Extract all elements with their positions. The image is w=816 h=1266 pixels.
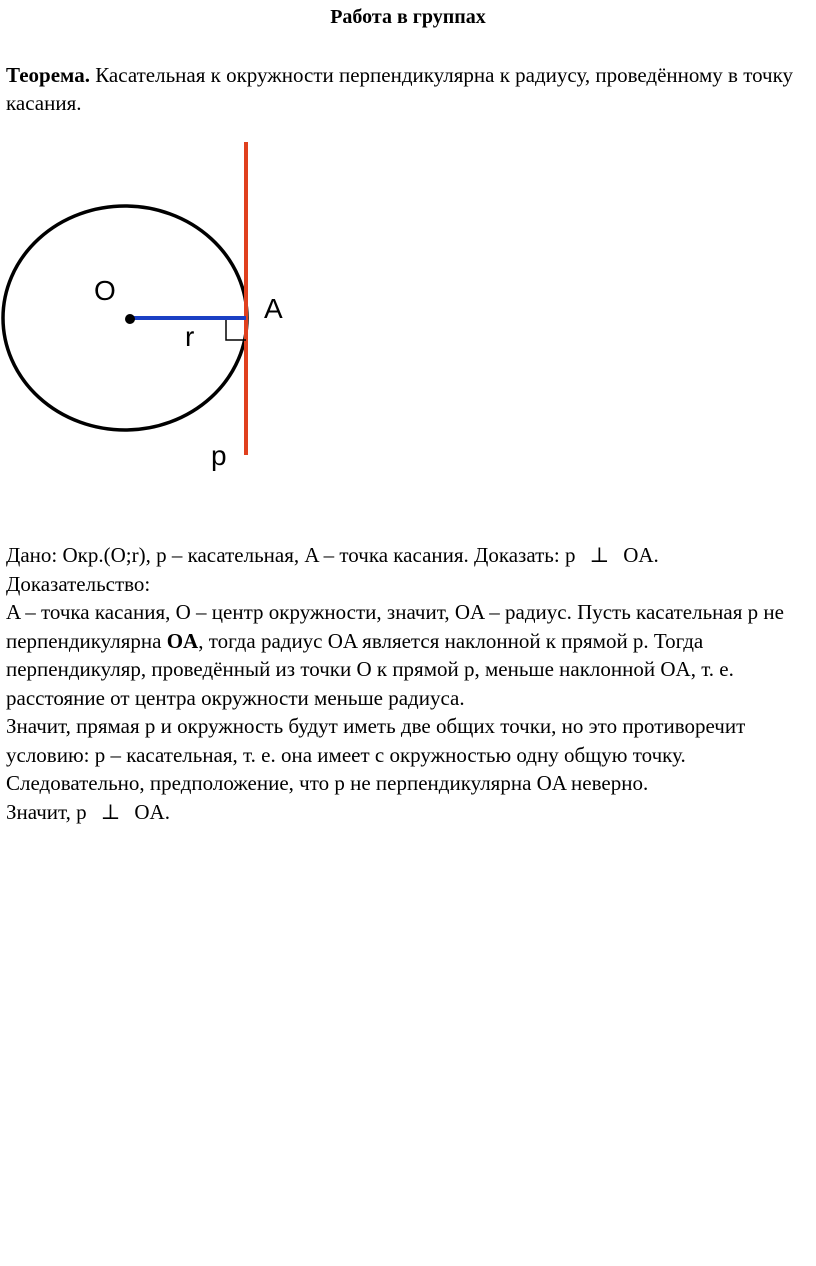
proof-block	[6, 541, 812, 826]
proof-paragraph-1	[6, 598, 812, 712]
perpendicular-symbol: ⊥	[589, 543, 610, 567]
right-angle-mark	[226, 320, 246, 340]
conclusion-perpendicular-symbol: ⊥	[100, 799, 121, 824]
proof-paragraph-2: Значит, прямая p и окружность будут иметь две общих точки, но это противоречит условию: p – касательная, т. е. она имеет с окружностью одну общую точку. Следовательно, предположение, что p не перпендикулярна OA неверно.	[6, 714, 746, 795]
theorem-statement	[6, 61, 806, 117]
proof-text-part2: , тогда радиус OA является наклонной к прямой p. Тогда перпендикуляр, проведённый из точки O к прямой p, меньше наклонной OA, т. е. расстояние от центра окружности меньше радиуса.	[6, 628, 734, 710]
tangent-point-label: A	[264, 293, 283, 324]
theorem-label: Теорема.	[6, 63, 90, 87]
given-text: Дано: Окр.(O;r), p – касательная, A – точка касания. Доказать: p	[6, 543, 576, 567]
proof-heading: Доказательство:	[6, 571, 151, 596]
theorem-text: Касательная к окружности перпендикулярна к радиусу, проведённому в точку касания.	[6, 63, 794, 115]
given-target: OA.	[623, 543, 659, 567]
proof-bold-oa: OA	[166, 628, 199, 653]
center-label: O	[94, 275, 116, 306]
given-line	[6, 541, 812, 570]
center-point	[125, 314, 135, 324]
proof-text-part1: A – точка касания, O – центр окружности, значит, OA – радиус. Пусть касательная p не перпендикулярна	[6, 600, 784, 653]
conclusion-line	[6, 798, 812, 827]
conclusion-text: Значит, p	[6, 799, 87, 824]
page-title: Работа в группах	[330, 6, 486, 28]
radius-label: r	[185, 321, 195, 352]
tangent-line-label: p	[211, 440, 227, 471]
conclusion-target: OA.	[134, 799, 170, 824]
tangent-diagram	[0, 130, 320, 480]
